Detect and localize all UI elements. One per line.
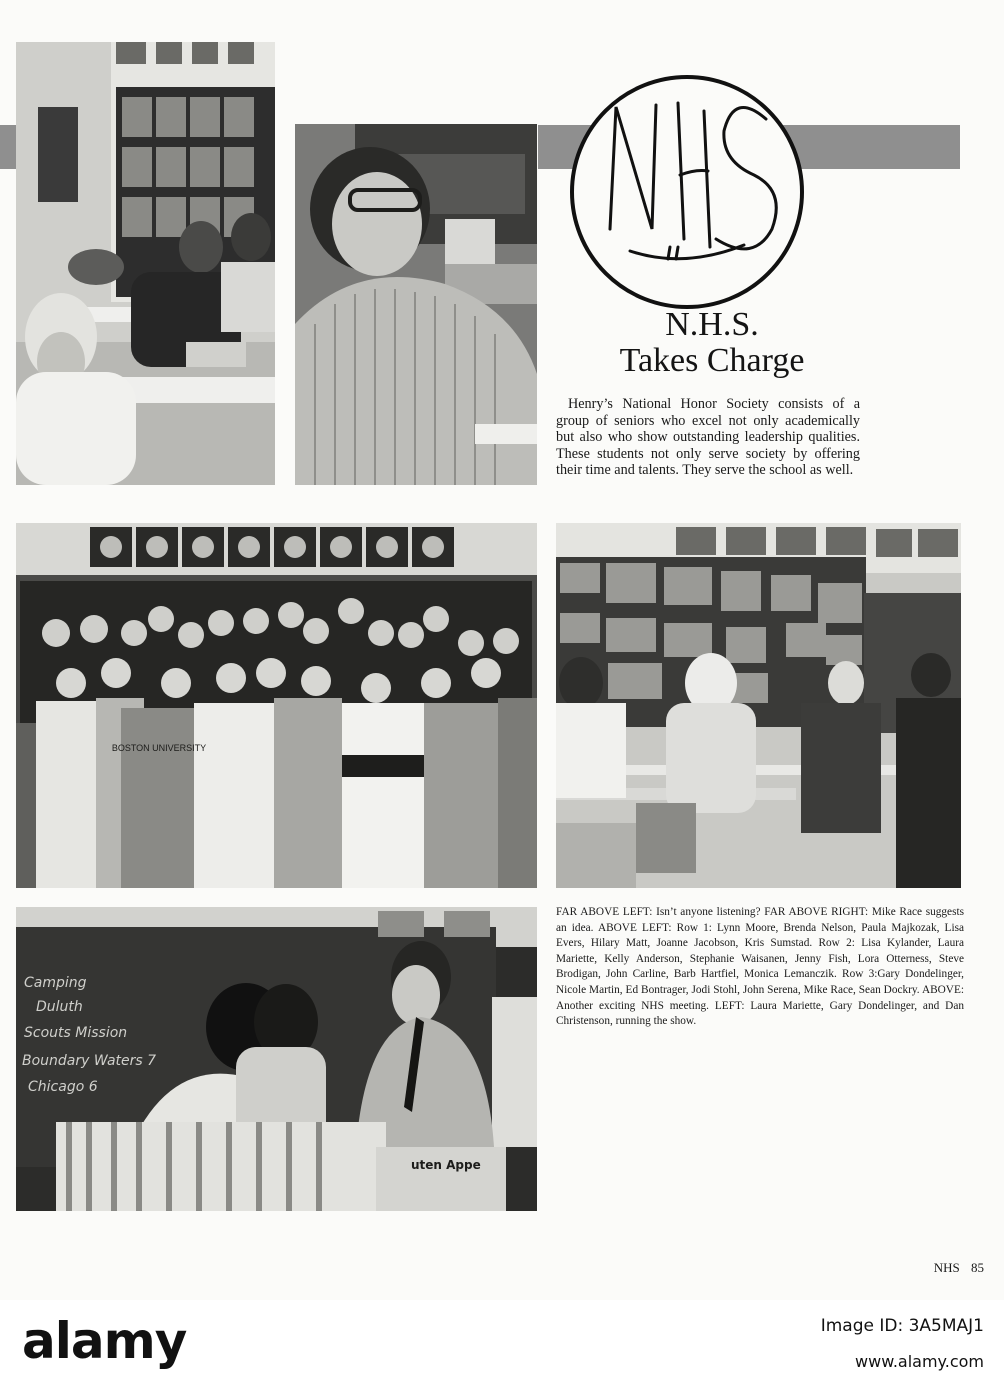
chalk-line-1: Camping [24,975,87,991]
stock-brand-logo: alamy [22,1312,187,1370]
image-id: Image ID: 3A5MAJ1 [820,1316,984,1336]
nhs-hand-lettering [574,79,800,305]
chalk-line-2: Duluth [36,999,83,1015]
box-label: uten Appe [411,1158,481,1172]
folio-section: NHS [933,1260,960,1275]
chalk-line-3: Scouts Mission [24,1025,128,1041]
headline-line-2: Takes Charge [619,342,805,379]
chalk-line-5: Chicago 6 [28,1079,98,1095]
headline-line-1: N.H.S. [665,306,759,343]
photo-group-portrait [16,523,537,888]
photo-mike-race [295,124,537,485]
sweatshirt-text: BOSTON UNIVERSITY [111,743,207,753]
photo-classroom-listening [16,42,275,485]
intro-paragraph: Henry’s National Honor Society consists of a group of seniors who excel not only academically but also who show outstanding leadership qualities. These students not only serve society by offering their time and talents. They serve the school as well. [556,396,860,479]
photo-captions: FAR ABOVE LEFT: Isn’t anyone listening? FAR ABOVE RIGHT: Mike Race suggests an idea. ABOVE LEFT: Row 1: Lynn Moore, Brenda Nelson, Paula Majkozak, Lisa Evers, Hilary Matt, Joanne Jacobson, Kris Sumstad. Row 2: Lisa Kylander, Laura Mariette, Kelly Anderson, Stephanie Waisanen, Jenny Fish, Lora Otterness, Steve Brodigan, John Carline, Barb Hartfiel, Monica Lemanczik. Row 3:Gary Dondelinger, Nicole Martin, Ed Bontrager, Jodi Stohl, John Serena, Mike Race, Sean Dockry. ABOVE: Another exciting NHS meeting. LEFT: Laura Mariette, Gary Dondelinger, and Dan Christenson, running the show. [556,906,964,1028]
photo-nhs-meeting [556,523,961,888]
page-folio [900,1260,984,1276]
chalk-line-4: Boundary Waters 7 [22,1053,157,1069]
photo-running-the-show [16,907,537,1211]
gray-band-left [0,125,16,169]
nhs-logo-circle [570,75,804,309]
folio-page-number: 85 [971,1260,984,1275]
stock-url: www.alamy.com [855,1352,984,1371]
